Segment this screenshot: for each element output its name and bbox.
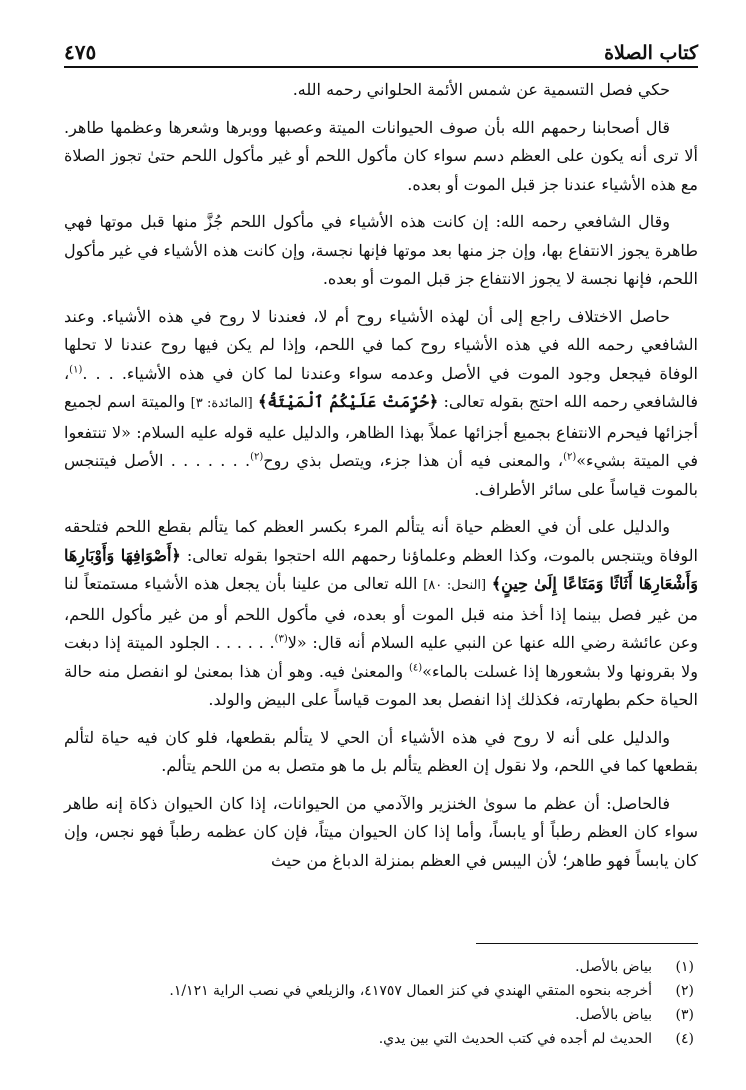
footnote-text: بياض بالأصل. [575,1007,652,1023]
paragraph-4-text-b: ، فالشافعي رحمه الله احتج بقوله تعالى: [64,363,699,411]
verse-reference-nahl: [النحل: ٨٠] [423,578,487,593]
footnote-3 [64,1003,694,1027]
paragraph-4-text-e: . . . . . . . الأصل فيتنجس بالموت قياساً على سائر الأطراف. [64,451,698,499]
footnotes [64,955,694,1051]
footnote-marker-2: (٢) [563,451,577,463]
footnote-text: الحديث لم أجده في كتب الحديث التي بين يدي. [378,1031,652,1047]
footnote-1 [64,955,694,979]
page-number: ٤٧٥ [64,40,97,64]
header-divider [64,66,698,68]
verse-reference-maidah: [المائدة: ٣] [190,396,253,411]
footnote-marker-2b: (٢) [250,451,264,463]
paragraph-6: والدليل على أنه لا روح في هذه الأشياء أن الحي لا يتألم بقطعها، فلو كان فيه حياة لتألم بقطعها كما في اللحم، ولا نقول إن العظم يتألم بل ما هو متصل به من اللحم يتألم. [64,727,698,775]
paragraph-2: قال أصحابنا رحمهم الله بأن صوف الحيوانات الميتة وعصبها ووبرها وشعرها وعظمها طاهر. ألا ترى أنه يكون على العظم دسم سواء كان مأكول اللحم أو غير مأكول اللحم حتىٰ تجوز الصلاة مع هذه الأشياء عندنا جز قبل الموت أو بعده. [64,117,698,194]
main-text [64,76,698,884]
paragraph-4 [64,303,698,505]
paragraph-5-text-a: والدليل على أن في العظم حياة أنه يتألم المرء بكسر العظم كما يتألم بقطع اللحم فتلحقه الوفاة ويتنجس بالموت، وكذا العظم وعلماؤنا رحمهم الله احتجوا بقوله تعالى: [64,517,699,565]
paragraph-5-text-c: . . . . . . الجلود الميتة إذا دبغت ولا بقرونها ولا بشعورها إذا غسلت بالماء» [64,633,699,681]
footnote-number: (٣) [675,1007,694,1023]
footnote-number: (٤) [675,1031,694,1047]
footnote-marker-4: (٤) [408,662,423,674]
paragraph-4-text-a: حاصل الاختلاف راجع إلى أن لهذه الأشياء روح أم لا، فعندنا لا روح في هذه الأشياء. وعند الشافعي رحمه الله في هذه الأشياء روح كما في اللحم، وإذا لم يكن فيها روح عندنا لا تحلها الوفاة فيجعل وجود الموت في الأصل وعدمه سواء وعندنا لما كان في هذه الأشياء. . . . [64,306,698,383]
footnote-text: أخرجه بنحوه المتقي الهندي في كنز العمال ٤١٧٥٧، والزيلعي في نصب الراية ١/١٢١. [169,983,652,999]
paragraph-3: وقال الشافعي رحمه الله: إن كانت هذه الأشياء في مأكول اللحم جُزَّ منها قبل موتها فهي طاهرة يجوز الانتفاع بها، وإن جز منها بعد موتها فإنها نجسة، وإن كانت هذه الأشياء في غير مأكول اللحم، فإنها نجسة لا يجوز الانتفاع جز قبل الموت أو بعده. [64,212,698,288]
paragraph-4-text-d: ، والمعنى فيه أن هذا جزء، ويتصل بذي روح [263,451,564,470]
footnote-divider [476,943,698,944]
footnote-text: بياض بالأصل. [575,959,652,975]
quran-verse-nahl: ﴿أَصْوَافِهَا وَأَوْبَارِهَا وَأَشْعَارِهَا أَثَاثًا وَمَتَاعًا إِلَىٰ حِينٍ﴾ [64,545,698,593]
paragraph-5 [64,513,698,715]
paragraph-5-text-b: الله تعالى من علينا بأن يجعل هذه الأشياء مستمتعاً لنا من غير فصل بينما إذا أخذ منه قبل الموت أو بعده، في مأكول اللحم أو من غير مأكول اللحم، وعن عائشة رضي الله عنها عن النبي عليه السلام أنه قال: «لا [64,574,699,652]
footnote-marker-3: (٣) [274,633,288,645]
paragraph-7: فالحاصل: أن عظم ما سوىٰ الخنزير والآدمي من الحيوانات، إذا كان الحيوان ذكاة إنه طاهر سواء كان العظم رطباً أو يابساً، وأما إذا كان الحيوان ميتاً، فإن كان عظمه رطباً فهو نجس، وإن كان يابساً فهو طاهر؛ لأن اليبس في العظم بمنزلة الدباغ من حيث [64,793,698,870]
paragraph-4-text-c: والميتة اسم لجميع أجزائها فيحرم الانتفاع بجميع أجزائها عملاً بهذا الظاهر، والدليل عليه قوله عليه السلام: «لا تنتفعوا في الميتة بشيء» [64,392,699,470]
paragraph-1: حكي فصل التسمية عن شمس الأئمة الحلواني رحمه الله. [292,80,670,99]
footnote-marker-1: (١) [69,364,83,376]
footnote-4 [64,1027,694,1051]
footnote-2 [64,979,694,1003]
footnote-number: (١) [675,959,694,975]
quran-verse-maidah: ﴿حُرِّمَتْ عَلَيْكُمُ ٱلْمَيْتَةُ﴾ [258,392,439,411]
paragraph-5-text-d: والمعنىٰ فيه. وهو أن هذا بمعنىٰ لو انفصل منه حالة الحياة حكم بطهارته، فكذلك إذا انفصل بعد الموت قياساً على البيض والولد. [64,661,698,709]
footnote-number: (٢) [675,983,694,999]
page-header [64,30,698,64]
running-title: كتاب الصلاة [604,42,698,64]
